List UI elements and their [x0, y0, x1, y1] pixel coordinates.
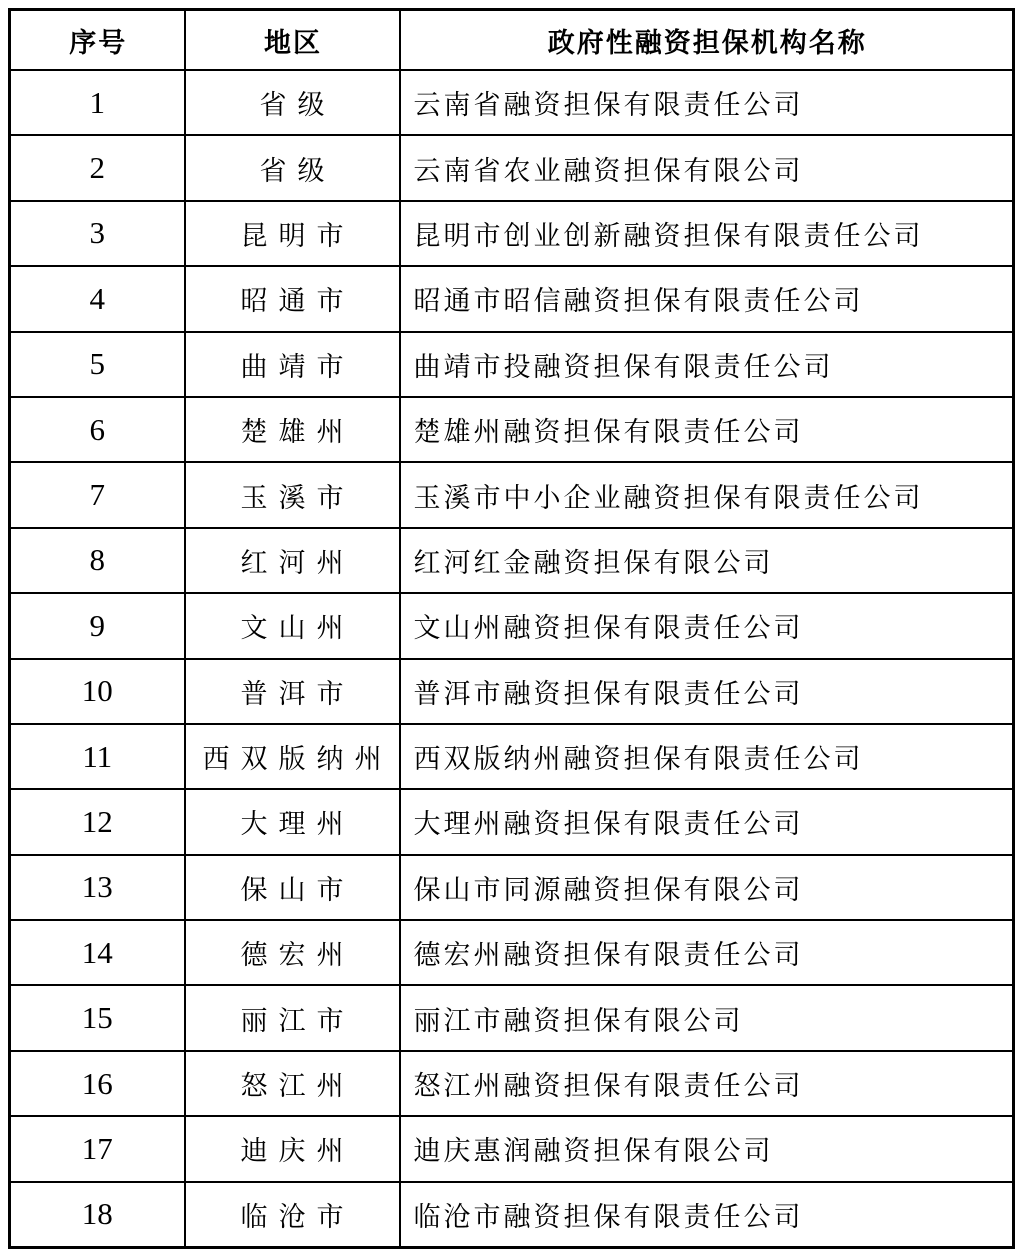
- cell-name: 昭通市昭信融资担保有限责任公司: [400, 266, 1014, 331]
- cell-region: [185, 70, 400, 135]
- header-region: [185, 10, 400, 71]
- cell-name: 保山市同源融资担保有限公司: [400, 855, 1014, 920]
- cell-name: 临沧市融资担保有限责任公司: [400, 1182, 1014, 1248]
- header-institution-name: [400, 10, 1014, 71]
- region-label: 玉溪市: [240, 482, 355, 513]
- header-row: [10, 10, 1014, 71]
- cell-name: 大理州融资担保有限责任公司: [400, 789, 1014, 854]
- cell-serial: 6: [10, 397, 185, 462]
- cell-region: [185, 659, 400, 724]
- cell-name: 云南省农业融资担保有限公司: [400, 135, 1014, 200]
- cell-name: 迪庆惠润融资担保有限公司: [400, 1116, 1014, 1181]
- cell-region: [185, 985, 400, 1050]
- cell-region: [185, 397, 400, 462]
- region-label: 丽江市: [240, 1005, 355, 1036]
- cell-region: [185, 1051, 400, 1116]
- cell-name: 普洱市融资担保有限责任公司: [400, 659, 1014, 724]
- region-label: 普洱市: [240, 678, 355, 709]
- table-body: [10, 70, 1014, 1248]
- cell-region: [185, 1182, 400, 1248]
- cell-name: 怒江州融资担保有限责任公司: [400, 1051, 1014, 1116]
- cell-serial: 4: [10, 266, 185, 331]
- header-institution-name-label: 政府性融资担保机构名称: [547, 27, 867, 58]
- cell-serial: 5: [10, 332, 185, 397]
- table-row: [10, 593, 1014, 658]
- table-row: [10, 1182, 1014, 1248]
- cell-serial: 10: [10, 659, 185, 724]
- header-region-label: 地区: [264, 27, 322, 58]
- cell-name: 昆明市创业创新融资担保有限责任公司: [400, 201, 1014, 266]
- region-label: 楚雄州: [240, 417, 355, 448]
- cell-name: 云南省融资担保有限责任公司: [400, 70, 1014, 135]
- region-label: 红河州: [240, 547, 355, 578]
- region-label: 德宏州: [240, 940, 355, 971]
- table-row: [10, 920, 1014, 985]
- cell-serial: 3: [10, 201, 185, 266]
- region-label: 昭通市: [240, 286, 355, 317]
- cell-serial: 15: [10, 985, 185, 1050]
- table-row: [10, 724, 1014, 789]
- table-row: [10, 528, 1014, 593]
- cell-serial: 1: [10, 70, 185, 135]
- cell-serial: 16: [10, 1051, 185, 1116]
- region-label: 保山市: [240, 874, 355, 905]
- table-row: [10, 1116, 1014, 1181]
- table-row: [10, 135, 1014, 200]
- cell-region: [185, 462, 400, 527]
- table-row: [10, 789, 1014, 854]
- cell-name: 丽江市融资担保有限公司: [400, 985, 1014, 1050]
- header-serial-label: 序号: [69, 27, 128, 58]
- cell-serial: 14: [10, 920, 185, 985]
- table-row: [10, 201, 1014, 266]
- region-label: 怒江州: [240, 1071, 355, 1102]
- cell-serial: 18: [10, 1182, 185, 1248]
- region-label: 曲靖市: [240, 351, 355, 382]
- region-label: 昆明市: [240, 220, 355, 251]
- table-row: [10, 659, 1014, 724]
- region-label: 迪庆州: [240, 1136, 355, 1167]
- cell-serial: 13: [10, 855, 185, 920]
- cell-serial: 8: [10, 528, 185, 593]
- cell-region: [185, 135, 400, 200]
- cell-region: [185, 593, 400, 658]
- cell-serial: 11: [10, 724, 185, 789]
- header-serial: [10, 10, 185, 71]
- region-label: 文山州: [240, 613, 355, 644]
- cell-region: [185, 920, 400, 985]
- cell-region: [185, 855, 400, 920]
- table-row: [10, 70, 1014, 135]
- table-row: [10, 855, 1014, 920]
- cell-name: 曲靖市投融资担保有限责任公司: [400, 332, 1014, 397]
- cell-serial: 9: [10, 593, 185, 658]
- region-label: 西双版纳州: [202, 744, 393, 775]
- region-label: 省级: [259, 155, 336, 186]
- cell-region: [185, 332, 400, 397]
- cell-name: 玉溪市中小企业融资担保有限责任公司: [400, 462, 1014, 527]
- table-row: [10, 266, 1014, 331]
- cell-serial: 2: [10, 135, 185, 200]
- cell-region: [185, 724, 400, 789]
- region-label: 临沧市: [240, 1201, 355, 1232]
- cell-name: 西双版纳州融资担保有限责任公司: [400, 724, 1014, 789]
- table-row: [10, 985, 1014, 1050]
- region-label: 大理州: [240, 809, 355, 840]
- cell-name: 文山州融资担保有限责任公司: [400, 593, 1014, 658]
- region-label: 省级: [259, 90, 336, 121]
- table-row: [10, 397, 1014, 462]
- table-row: [10, 462, 1014, 527]
- cell-region: [185, 266, 400, 331]
- cell-serial: 17: [10, 1116, 185, 1181]
- table-row: [10, 1051, 1014, 1116]
- cell-region: [185, 1116, 400, 1181]
- cell-serial: 7: [10, 462, 185, 527]
- cell-serial: 12: [10, 789, 185, 854]
- cell-name: 德宏州融资担保有限责任公司: [400, 920, 1014, 985]
- cell-region: [185, 528, 400, 593]
- cell-region: [185, 201, 400, 266]
- cell-region: [185, 789, 400, 854]
- table-row: [10, 332, 1014, 397]
- cell-name: 红河红金融资担保有限公司: [400, 528, 1014, 593]
- guarantee-institutions-table: [8, 8, 1015, 1249]
- cell-name: 楚雄州融资担保有限责任公司: [400, 397, 1014, 462]
